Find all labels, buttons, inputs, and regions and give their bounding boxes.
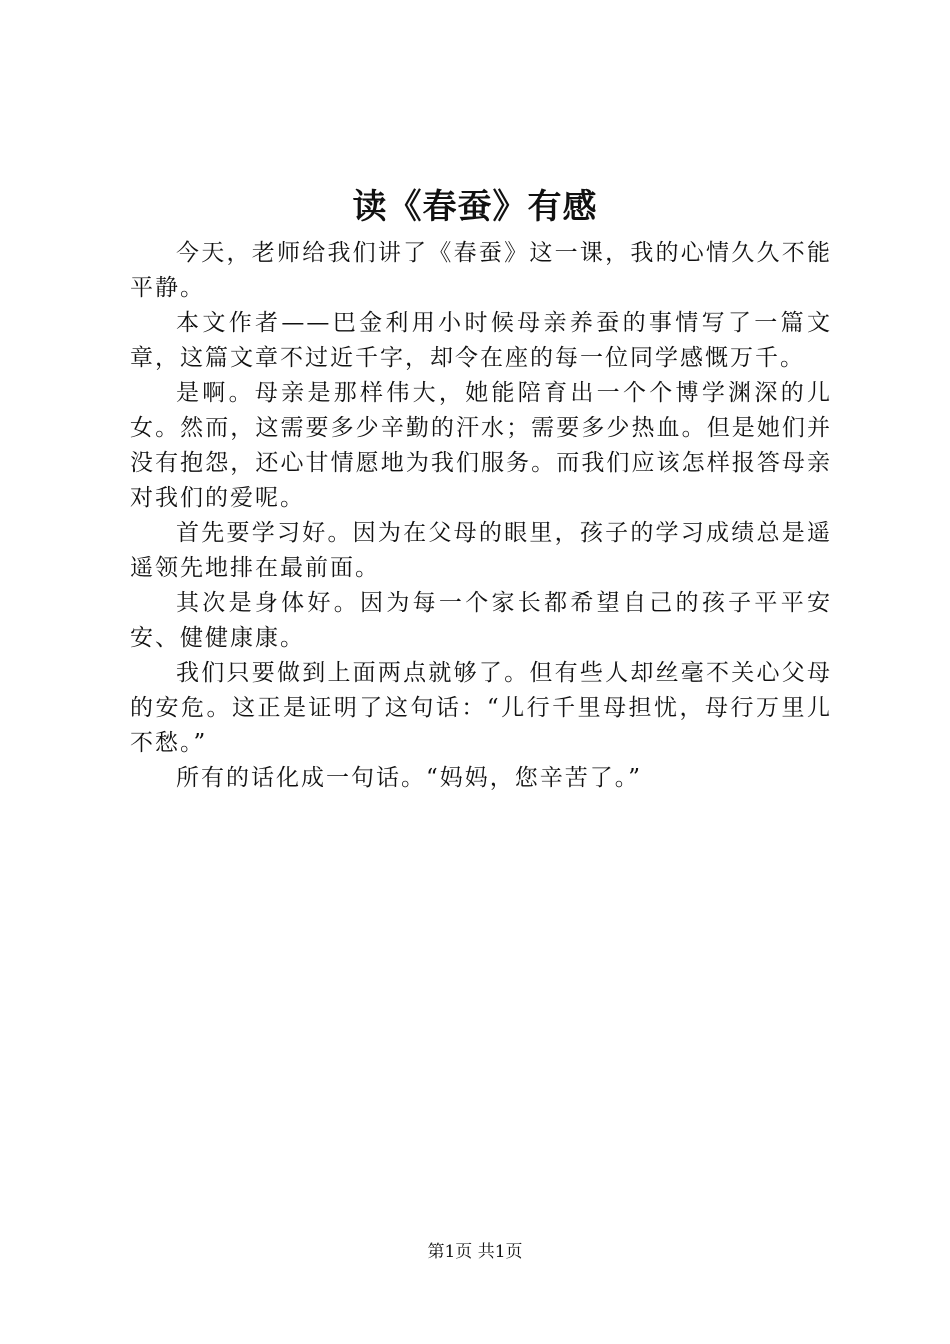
paragraph-4: 首先要学习好。因为在父母的眼里，孩子的学习成绩总是遥遥领先地排在最前面。 xyxy=(130,520,832,581)
paragraph-1: 今天，老师给我们讲了《春蚕》这一课，我的心情久久不能平静。 xyxy=(130,240,832,301)
paragraph-5: 其次是身体好。因为每一个家长都希望自己的孩子平平安安、健健康康。 xyxy=(130,590,832,651)
page-footer: 第1页 共1页 xyxy=(427,1242,523,1262)
paragraph-7: 所有的话化成一句话。“妈妈，您辛苦了。” xyxy=(176,765,643,791)
paragraph-3: 是啊。母亲是那样伟大，她能陪育出一个个博学渊深的儿女。然而，这需要多少辛勤的汗水；需要多少热血。但是她们并没有抱怨，还心甘情愿地为我们服务。而我们应该怎样报答母亲对我们的爱呢。 xyxy=(130,380,832,511)
document-title: 读《春蚕》有感 xyxy=(352,187,598,227)
paragraph-2: 本文作者——巴金利用小时候母亲养蚕的事情写了一篇文章，这篇文章不过近千字，却令在座的每一位同学感慨万千。 xyxy=(130,310,832,371)
document-body xyxy=(130,236,832,796)
paragraph-6: 我们只要做到上面两点就够了。但有些人却丝毫不关心父母的安危。这正是证明了这句话：“儿行千里母担忧，母行万里儿不愁。” xyxy=(130,660,832,756)
